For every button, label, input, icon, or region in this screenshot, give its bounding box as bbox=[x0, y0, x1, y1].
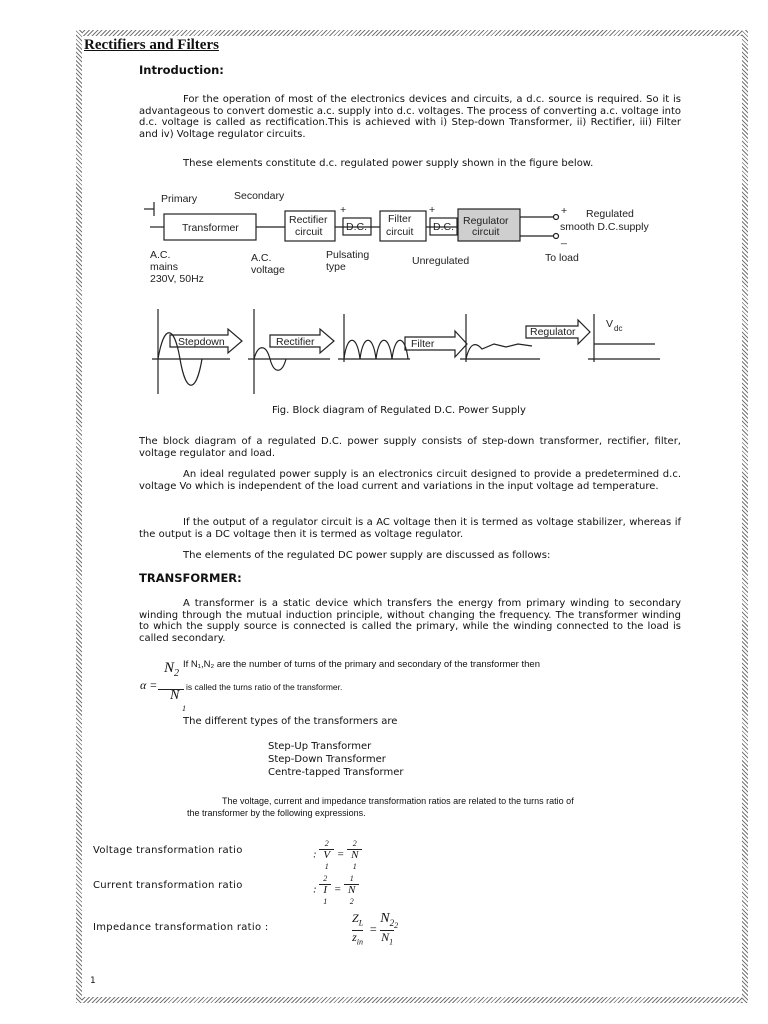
label-regulator-circuit: circuit bbox=[472, 226, 500, 238]
turns-ratio-n2: $N_2$ bbox=[164, 660, 180, 679]
label-dc-1: D.C. bbox=[346, 221, 367, 233]
label-secondary: Secondary bbox=[234, 190, 285, 202]
transformer-paragraph: A transformer is a static device which transfers the energy from primary winding to secondary winding through the mutual induction principle, without changing the frequency. The transformer winding to which the supply source is connected is called the primary, while the winding connected to the load is called secondary. bbox=[139, 598, 681, 644]
intro-figure-note: These elements constitute d.c. regulated power supply shown in the figure below. bbox=[183, 158, 594, 169]
paragraph-elements: The elements of the regulated DC power supply are discussed as follows: bbox=[183, 550, 551, 561]
turns-ratio-text: is called the turns ratio of the transformer. bbox=[186, 682, 343, 692]
turns-ratio-n1: N bbox=[170, 688, 180, 703]
voltage-ratio-label: Voltage transformation ratio bbox=[93, 845, 243, 856]
turns-ratio-n1-sub: 1 bbox=[182, 704, 186, 713]
label-to-load: To load bbox=[545, 252, 579, 264]
label-minus-out: _ bbox=[561, 233, 567, 245]
label-ac-voltage: voltage bbox=[251, 264, 285, 276]
label-230v: 230V, 50Hz bbox=[150, 273, 204, 285]
voltage-ratio-formula: : 2 V 1 = 2 N 1 bbox=[313, 838, 362, 872]
relation-line-1: The voltage, current and impedance transformation ratios are related to the turns ratio of bbox=[222, 796, 574, 806]
label-filter-circuit: circuit bbox=[386, 226, 414, 238]
label-plus-2: + bbox=[429, 204, 436, 216]
label-mains: mains bbox=[150, 261, 179, 273]
current-ratio-formula: : 2 I 1 = 1 N 2 bbox=[313, 873, 359, 907]
list-item: Centre-tapped Transformer bbox=[268, 767, 404, 778]
label-ac-mains: A.C. bbox=[150, 249, 171, 261]
label-primary: Primary bbox=[161, 193, 198, 205]
label-wave-regulator: Regulator bbox=[530, 326, 576, 338]
label-rectifier-circuit: circuit bbox=[295, 226, 323, 238]
page-border-top bbox=[76, 30, 748, 36]
label-wave-rectifier: Rectifier bbox=[276, 336, 315, 348]
transformer-heading: TRANSFORMER: bbox=[139, 571, 242, 585]
list-item: Step-Down Transformer bbox=[268, 754, 386, 765]
label-regulator: Regulator bbox=[463, 215, 509, 227]
label-transformer: Transformer bbox=[182, 222, 239, 234]
label-type: type bbox=[326, 261, 346, 273]
types-intro: The different types of the transformers are bbox=[183, 716, 398, 727]
page-border-left bbox=[76, 30, 82, 1003]
label-smooth-dc: smooth D.C.supply bbox=[560, 221, 649, 233]
impedance-ratio-formula: $Z_L$ $z_{in}$ = $\frac{N_2}{N_1}$ $^2$ bbox=[352, 911, 399, 947]
page-border-bottom bbox=[76, 997, 748, 1003]
label-plus-1: + bbox=[340, 204, 347, 216]
label-regulated: Regulated bbox=[586, 208, 634, 220]
label-unregulated: Unregulated bbox=[412, 255, 470, 267]
paragraph-block-diagram: The block diagram of a regulated D.C. power supply consists of step-down transformer, rectifier, filter, voltage regulator and load. bbox=[139, 436, 681, 459]
label-dc-2: D.C. bbox=[433, 221, 454, 233]
label-filter: Filter bbox=[388, 213, 412, 225]
list-item: Step-Up Transformer bbox=[268, 741, 372, 752]
figure-caption: Fig. Block diagram of Regulated D.C. Power Supply bbox=[272, 405, 526, 416]
label-ac: A.C. bbox=[251, 252, 272, 264]
transformer-types-list bbox=[268, 740, 403, 779]
intro-paragraph: For the operation of most of the electronics devices and circuits, a d.c. source is required. So it is advantageous to convert domestic a.c. supply into d.c. voltages. The process of converting a.c. voltage into d.c. voltage is called as rectification.This is achieved with i) Step-down Transformer, ii) Rectifier, iii) Filter and iv) Voltage regulator circuits. bbox=[139, 94, 681, 140]
label-pulsating: Pulsating bbox=[326, 249, 370, 261]
intro-heading: Introduction: bbox=[139, 63, 224, 77]
page-title: Rectifiers and Filters bbox=[84, 37, 219, 53]
alpha-symbol: α = bbox=[140, 678, 158, 692]
label-stepdown: Stepdown bbox=[178, 336, 225, 348]
page-border-right bbox=[742, 30, 748, 1003]
block-diagram bbox=[140, 184, 700, 404]
label-rectifier: Rectifier bbox=[289, 214, 328, 226]
label-plus-out: + bbox=[561, 205, 568, 217]
label-wave-filter: Filter bbox=[411, 338, 435, 350]
relation-line-2: the transformer by the following expressions. bbox=[187, 808, 366, 818]
impedance-ratio-label: Impedance transformation ratio : bbox=[93, 922, 269, 933]
label-vdc-sub: dc bbox=[614, 324, 623, 333]
current-ratio-label: Current transformation ratio bbox=[93, 880, 243, 891]
label-vdc: V bbox=[606, 318, 614, 330]
paragraph-regulator-output: If the output of a regulator circuit is a AC voltage then it is termed as voltage stabilizer, whereas if the output is a DC voltage then it is termed as voltage regulator. bbox=[139, 517, 681, 540]
turns-line: If N₁,N₂ are the number of turns of the primary and secondary of the transformer then bbox=[183, 659, 540, 670]
page-number: 1 bbox=[90, 976, 96, 986]
paragraph-ideal-supply: An ideal regulated power supply is an electronics circuit designed to provide a predetermined d.c. voltage Vo which is independent of the load current and variations in the input voltage ad temperature. bbox=[139, 469, 681, 492]
